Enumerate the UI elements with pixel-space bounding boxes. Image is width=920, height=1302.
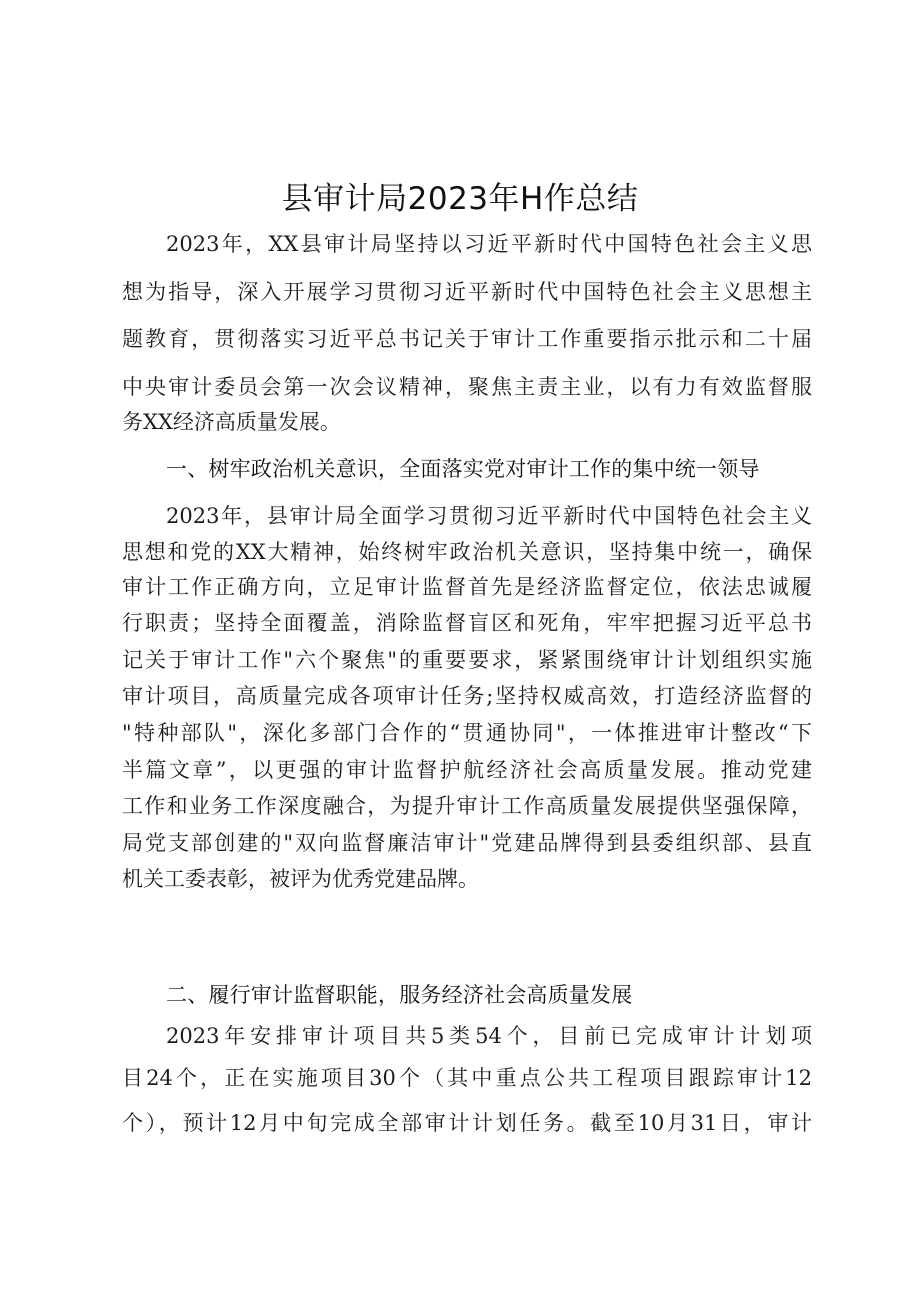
section-heading-1: 一、树牢政治机关意识，全面落实党对审计工作的集中统一领导: [166, 457, 760, 481]
paragraph-1-line-4: 中央审计委员会第一次会议精神，聚焦主责主业，以有力有效监督服: [122, 375, 812, 399]
paragraph-2-line-6: 审计项目，高质量完成各项审计任务;坚持权威高效，打造经济监督的: [122, 684, 812, 708]
paragraph-2-line-4: 行职责；坚持全面覆盖，消除监督盲区和死角，牢牢把握习近平总书: [122, 611, 812, 635]
paragraph-3-line-1: 2023年安排审计项目共5类54个，目前已完成审计计划项: [166, 1024, 812, 1048]
paragraph-1-line-3: 题教育，贯彻落实习近平总书记关于审计工作重要指示批示和二十届: [122, 327, 812, 351]
paragraph-2-line-11: 机关工委表彰，被评为优秀党建品牌。: [122, 867, 479, 891]
paragraph-2-line-7: "特种部队"，深化多部门合作的“贯通协同"，一体推进审计整改“下: [122, 721, 812, 745]
paragraph-3-line-3: 个），预计12月中旬完成全部审计计划任务。截至10月31日，审计: [122, 1111, 812, 1135]
section-heading-2: 二、履行审计监督职能，服务经济社会高质量发展: [166, 983, 633, 1007]
paragraph-1-line-5: 务XX经济高质量发展。: [122, 410, 341, 434]
paragraph-1-line-2: 想为指导，深入开展学习贯彻习近平新时代中国特色社会主义思想主: [122, 280, 812, 304]
paragraph-2-line-10: 局党支部创建的"双向监督廉洁审计"党建品牌得到县委组织部、县直: [122, 831, 812, 855]
document-title: 县审计局2023年H作总结: [281, 181, 639, 217]
paragraph-2-line-1: 2023年，县审计局全面学习贯彻习近平新时代中国特色社会主义: [166, 504, 812, 528]
paragraph-1-line-1: 2023年，XX县审计局坚持以习近平新时代中国特色社会主义思: [166, 232, 812, 256]
paragraph-2-line-9: 工作和业务工作深度融合，为提升审计工作高质量发展提供坚强保障，: [122, 794, 812, 818]
paragraph-2-line-5: 记关于审计工作"六个聚焦"的重要要求，紧紧围绕审计计划组织实施: [122, 648, 812, 672]
paragraph-2-line-8: 半篇文章”，以更强的审计监督护航经济社会高质量发展。推动党建: [122, 758, 812, 782]
paragraph-3-line-2: 目24个，正在实施项目30个（其中重点公共工程项目跟踪审计12: [122, 1066, 812, 1090]
paragraph-2-line-2: 思想和党的XX大精神，始终树牢政治机关意识，坚持集中统一，确保: [122, 540, 812, 564]
paragraph-2-line-3: 审计工作正确方向，立足审计监督首先是经济监督定位，依法忠诚履: [122, 575, 812, 599]
